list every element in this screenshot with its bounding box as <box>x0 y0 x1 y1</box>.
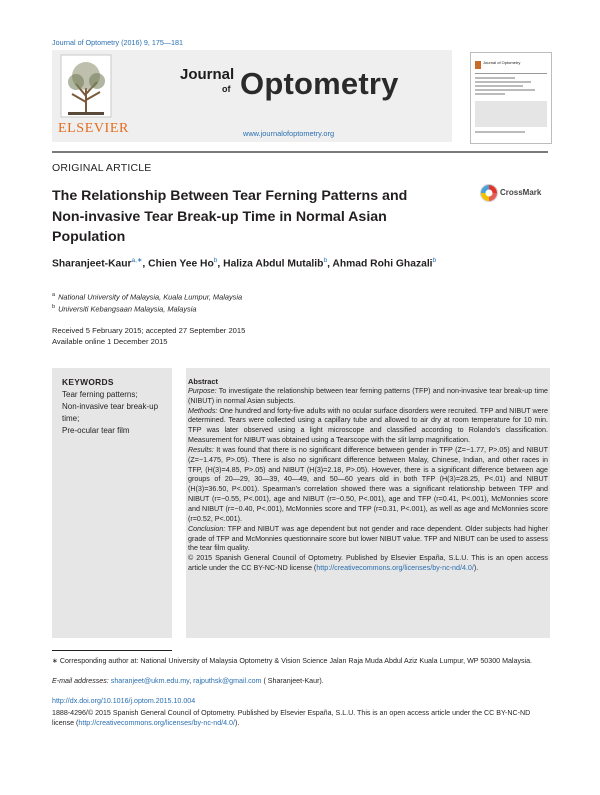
email-label: E-mail addresses: <box>52 677 109 685</box>
wordmark-journal: Journal <box>180 66 235 83</box>
author-affiliation-mark[interactable]: a,∗ <box>131 257 143 264</box>
purpose-label: Purpose: <box>188 386 217 395</box>
article-title: The Relationship Between Tear Ferning Patterns and Non-invasive Tear Break-up Time in Normal Asian Population <box>52 188 408 245</box>
methods-text: One hundred and forty-five adults with no ocular surface disorders were recruited. TFP and NIBUT were determined. Tears were collected using a capillary tube and allowed to air dry at room temperature for 10 min. TFP was later observed using a light microscope and classified according to Rolando's classification. Measurement for NIBUT was obtained using a Tearscope with the slit lamp magnification. <box>188 406 548 445</box>
article-type: ORIGINAL ARTICLE <box>52 162 152 174</box>
abstract-heading: Abstract <box>188 377 218 386</box>
copyright-close: ). <box>473 564 479 573</box>
author-affiliation-mark[interactable]: b <box>432 257 437 264</box>
author-name[interactable]: Ahmad Rohi Ghazali <box>332 258 433 270</box>
keyword-item: Tear ferning patterns; <box>62 390 138 399</box>
keywords-heading: KEYWORDS <box>62 377 114 387</box>
email-owner: ( Sharanjeet-Kaur). <box>261 677 324 685</box>
conclusion-label: Conclusion: <box>188 524 226 533</box>
corresponding-author-note: ∗ Corresponding author at: National University of Malaysia Optometry & Vision Science Jalan Raja Muda Abdul Aziz Kuala Lumpur, WP 50300 Malaysia. <box>52 657 533 665</box>
doi-link[interactable]: http://dx.doi.org/10.1016/j.optom.2015.10.004 <box>52 697 196 705</box>
keywords-list <box>62 389 170 437</box>
abstract-box <box>186 368 550 638</box>
journal-url-link[interactable]: www.journalofoptometry.org <box>243 129 335 138</box>
abstract-methods <box>188 407 548 446</box>
license-link[interactable]: http://creativecommons.org/licenses/by-nc-nd/4.0/ <box>316 564 474 573</box>
results-label: Results: <box>188 445 214 454</box>
affiliation-a <box>52 292 242 301</box>
conclusion-text: TFP and NIBUT was age dependent but not gender and race dependent. Older subjects had higher grade of TFP and McMonnies questionnaire score but lower NIBUT value. TFP and NIBUT can be used to assess the tear film quality. <box>188 524 548 553</box>
abstract-body <box>188 377 548 574</box>
affiliation-b <box>52 304 197 313</box>
abstract-purpose <box>188 387 548 407</box>
methods-label: Methods: <box>188 406 218 415</box>
header-rule <box>52 151 548 153</box>
issn-text: 1888-4296/© 2015 Spanish General Council of Optometry. Published by Elsevier España, S.L.U. This is an open access article under the CC BY-NC-ND license ( <box>52 709 531 728</box>
affiliation-text: National University of Malaysia, Kuala Lumpur, Malaysia <box>58 292 243 302</box>
author-affiliation-mark[interactable]: b <box>213 257 218 264</box>
elsevier-tree-logo-icon <box>60 54 112 118</box>
author-separator: , <box>142 258 149 270</box>
received-dates: Received 5 February 2015; accepted 27 September 2015 <box>52 326 246 335</box>
keyword-item: Non-invasive tear break-up time; <box>62 402 159 423</box>
email-separator: , <box>189 677 194 685</box>
available-online-date: Available online 1 December 2015 <box>52 337 168 346</box>
journal-cover-thumbnail <box>470 52 552 144</box>
journal-wordmark <box>180 66 399 101</box>
publisher-logo-text: ELSEVIER <box>58 121 129 136</box>
affiliation-text: Universiti Kebangsaan Malaysia, Malaysia <box>58 304 197 314</box>
author-separator: , <box>217 258 224 270</box>
wordmark-optometry: Optometry <box>240 66 399 101</box>
purpose-text: To investigate the relationship between tear ferning patterns (TFP) and non-invasive tear break-up time (NIBUT) in normal Asian subjects. <box>188 386 548 405</box>
author-list <box>52 256 436 269</box>
issn-close: ). <box>234 719 240 728</box>
issn-copyright <box>52 708 548 728</box>
email-addresses <box>52 677 548 685</box>
affiliation-mark: a <box>52 292 56 298</box>
crossmark-icon <box>480 184 498 202</box>
abstract-results <box>188 446 548 525</box>
cover-thumbnail-icon <box>471 53 551 143</box>
author-affiliation-mark[interactable]: b <box>323 257 328 264</box>
email-link[interactable]: sharanjeet@ukm.edu.my <box>110 677 190 685</box>
crossmark-button[interactable] <box>480 184 550 204</box>
keywords-box <box>52 368 172 638</box>
wordmark-of: of <box>222 84 231 94</box>
copyright-text: © 2015 Spanish General Council of Optometry. Published by Elsevier España, S.L.U. This is an open access article under the CC BY-NC-ND license ( <box>188 554 548 573</box>
abstract-copyright <box>188 554 548 574</box>
email-link[interactable]: rajputhsk@gmail.com <box>193 677 262 685</box>
crossmark-label: CrossMark <box>500 188 542 197</box>
abstract-conclusion <box>188 525 548 555</box>
footnote-rule <box>52 650 172 651</box>
author-name[interactable]: Chien Yee Ho <box>148 258 214 270</box>
affiliation-mark: b <box>52 304 56 310</box>
cover-title: Journal of Optometry <box>483 60 521 65</box>
author-name[interactable]: Sharanjeet-Kaur <box>52 258 132 270</box>
journal-reference: Journal of Optometry (2016) 9, 175—181 <box>52 38 184 47</box>
license-link[interactable]: http://creativecommons.org/licenses/by-nc-nd/4.0/ <box>78 719 235 728</box>
author-separator: , <box>327 258 333 270</box>
author-name[interactable]: Haliza Abdul Mutalib <box>223 258 324 270</box>
keyword-item: Pre-ocular tear film <box>62 426 130 435</box>
results-text: It was found that there is no significant difference between gender in TFP (Z=−1.77, P>.05) and NIBUT (Z=−1.475, P>.05). There is also no significant difference between Malay, Chinese, Indian, and other races in TFP, (H(3)=4.85, P>.05) and NIBUT (H(3)=2.18, P>.05). However, there is a significant difference between age groups of 20—29, 30—39, 40—49, and 50—60 years old in both TFP (H(3)=28.25, P<.01) and NIBUT (H(3)=36.50, P<.001). Spearman's correlation showed there was a significant relationship between TFP and NIBUT (r=−0.55, P<.001), age and NIBUT (r=−0.50, P<.001), age and TFP (r=0.41, P<.001), McMonnies score and NIBUT (r=−0.40, P<.001), McMonnies score and TFP (r=0.31, P<.001), as well as age and McMonnies score (r=0.52, P<.001). <box>188 445 548 523</box>
